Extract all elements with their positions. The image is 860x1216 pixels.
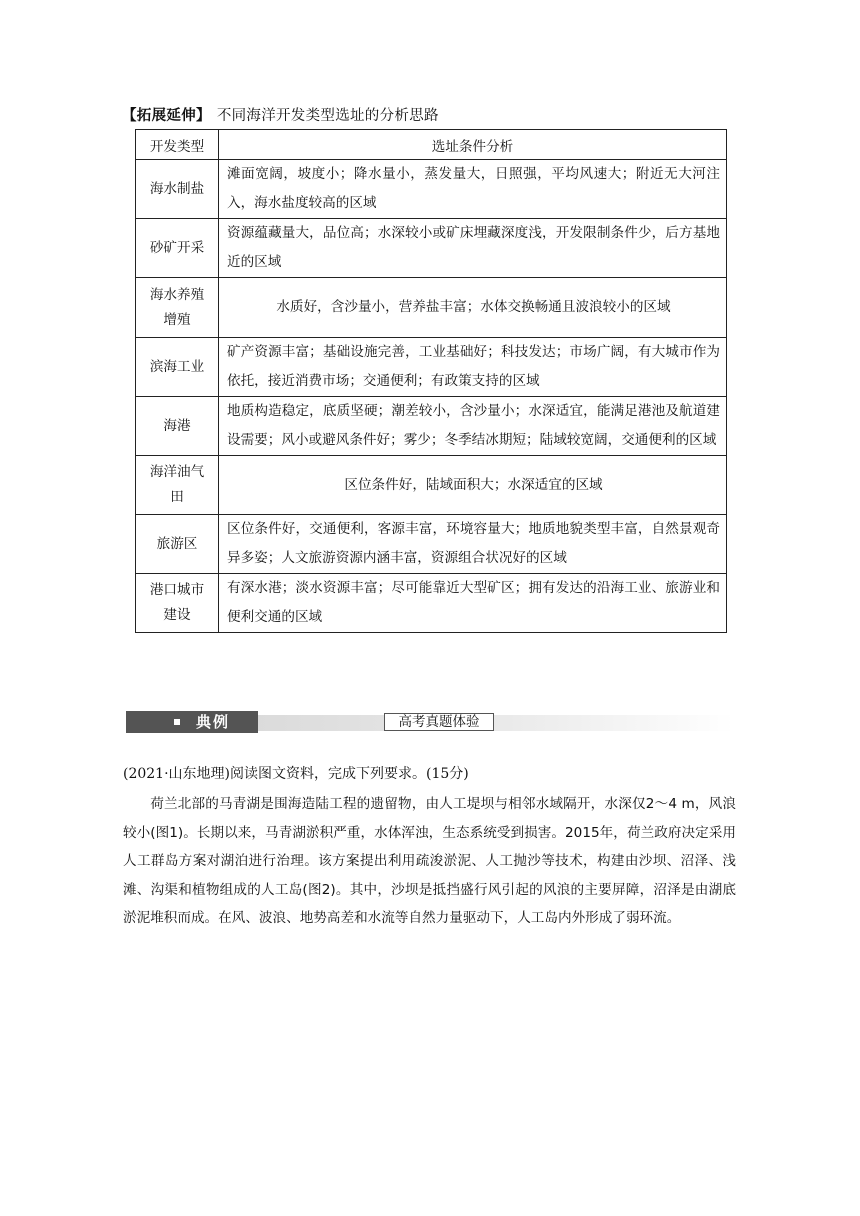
row-type: 海水制盐 — [136, 160, 219, 219]
banner-dark-block — [126, 711, 258, 733]
question-body: 荷兰北部的马青湖是围海造陆工程的遗留物，由人工堤坝与相邻水域隔开，水深仅2～4 m，风浪较小(图1)。长期以来，马青湖淤积严重，水体浑浊，生态系统受到损害。2015年，荷兰政府决定采用人工群岛方案对湖泊进行治理。该方案提出利用疏浚淤泥、人工抛沙等技术，构建由沙坝、沼泽、浅滩、沟渠和植物组成的人工岛(图2)。其中，沙坝是抵挡盛行风引起的风浪的主要屏障，沼泽是由湖底淤泥堆积而成。在风、波浪、地势高差和水流等自然力量驱动下，人工岛内外形成了弱环流。 — [123, 796, 736, 926]
extension-title: 不同海洋开发类型选址的分析思路 — [216, 108, 439, 124]
table-row — [136, 160, 727, 219]
question-heading: (2021·山东地理)阅读图文资料，完成下列要求。(15分) — [123, 766, 469, 782]
row-desc: 地质构造稳定，底质坚硬；潮差较小，含沙量小；水深适宜，能满足港池及航道建设需要；风小或避风条件好；雾少；冬季结冰期短；陆域较宽阔，交通便利的区域 — [219, 397, 727, 456]
table-row — [136, 219, 727, 278]
table-row — [136, 456, 727, 515]
row-type: 旅游区 — [136, 515, 219, 574]
row-type: 港口城市建设 — [136, 574, 219, 633]
table-row — [136, 515, 727, 574]
row-type: 海港 — [136, 397, 219, 456]
row-desc: 滩面宽阔，坡度小；降水量小，蒸发量大，日照强，平均风速大；附近无大河注入，海水盐度较高的区域 — [219, 160, 727, 219]
header-analysis: 选址条件分析 — [219, 130, 727, 160]
example-banner — [126, 711, 734, 733]
extension-tag: 【拓展延伸】 — [122, 108, 211, 124]
row-type: 海水养殖增殖 — [136, 278, 219, 338]
row-desc: 水质好，含沙量小，营养盐丰富；水体交换畅通且波浪较小的区域 — [219, 278, 727, 338]
row-desc: 区位条件好，交通便利，客源丰富，环境容量大；地质地貌类型丰富，自然景观奇异多姿；人文旅游资源内涵丰富，资源组合状况好的区域 — [219, 515, 727, 574]
table-row — [136, 397, 727, 456]
row-type: 砂矿开采 — [136, 219, 219, 278]
site-selection-table — [135, 129, 727, 633]
row-desc: 有深水港；淡水资源丰富；尽可能靠近大型矿区；拥有发达的沿海工业、旅游业和便利交通的区域 — [219, 574, 727, 633]
row-desc: 矿产资源丰富；基础设施完善，工业基础好；科技发达；市场广阔，有大城市作为依托，接近消费市场；交通便利；有政策支持的区域 — [219, 338, 727, 397]
row-type: 海洋油气田 — [136, 456, 219, 515]
square-bullet-icon — [174, 719, 180, 725]
table-row — [136, 278, 727, 338]
row-type: 滨海工业 — [136, 338, 219, 397]
banner-label: 典例 — [196, 713, 231, 731]
table-row — [136, 574, 727, 633]
table-row — [136, 338, 727, 397]
table-header-row — [136, 130, 727, 160]
extension-heading — [122, 104, 439, 125]
row-desc: 资源蕴藏量大，品位高；水深较小或矿床埋藏深度浅，开发限制条件少，后方基地近的区域 — [219, 219, 727, 278]
header-type: 开发类型 — [136, 130, 219, 160]
row-desc: 区位条件好，陆域面积大；水深适宜的区域 — [219, 456, 727, 515]
banner-sublabel: 高考真题体验 — [384, 713, 494, 731]
